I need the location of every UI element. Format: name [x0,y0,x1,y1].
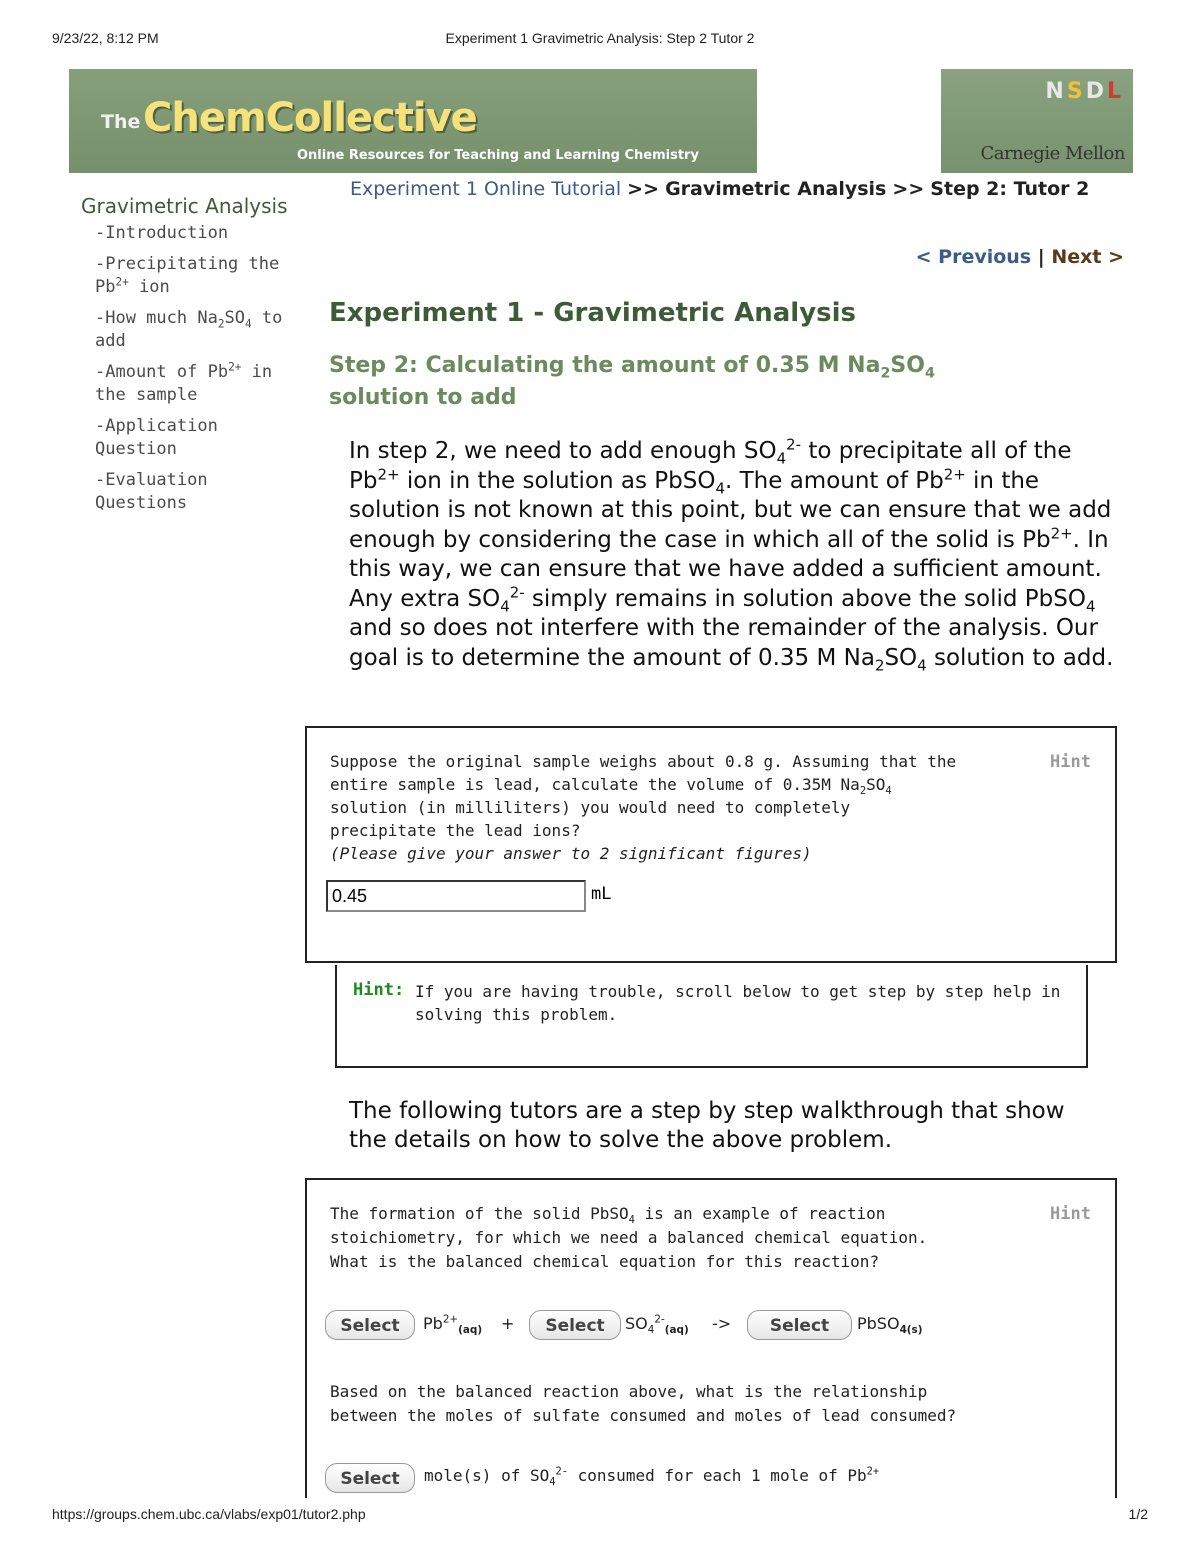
sulfate-ion-label: $SO_4^{2-}_{(aq)}$ [625,1313,689,1337]
question-text-part: Suppose the original sample weighs about 0.8 g. Assuming that the entire sample is lead, calculate the volume of 0.35M Na [330,752,957,794]
subscript: 4 [244,317,252,331]
nsdl-letter: L [1106,79,1122,104]
subscript: 4 [924,365,935,382]
sidebar-item-label: ion [128,277,170,297]
breadcrumb-experiment[interactable]: Experiment 1 Online Tutorial [350,178,622,200]
pbso4-label: PbSO$_{4(s)}$ [857,1314,923,1337]
pb-ion-label: $Pb^{2+}_{(aq)}$ [423,1313,483,1337]
nsdl-letter: S [1066,79,1084,104]
sidebar-item-label[interactable]: -Introduction [95,223,229,243]
question-text: Suppose the original sample weighs about 0.8 g. Assuming that the entire sample is lead, calculate the volume of 0.35M $Na_2SO_4$ solution (in milliliters) you would need to completely precipitate the lead ions? (Please give your answer to 2 significant figures) [330,752,957,863]
sig-fig-note: (Please give your answer to 2 significant figures) [330,844,812,863]
print-page-number: 1/2 [1128,1506,1148,1522]
relationship-question: Based on the balanced reaction above, what is the relationship between the moles of sulfate consumed and moles of lead consumed? [330,1382,957,1425]
sidebar-item-label: -Precipitating the Pb [95,254,280,297]
question-text-part: is an example of reaction stoichiometry, for which we need a balanced chemical equation. What is the balanced chemical equation for this reaction? [330,1204,928,1271]
coefficient-select-so4[interactable]: Select [529,1310,621,1340]
coefficient-select-pbso4[interactable]: Select [747,1310,852,1340]
plus-sign: + [501,1314,515,1333]
nsdl-letter: D [1085,79,1105,104]
nsdl-letter: N [1045,79,1065,104]
mole-ratio-select[interactable]: Select [325,1463,415,1493]
hint-text: If you are having trouble, scroll below to get step by step help in solving this problem. [415,982,1061,1024]
hint-link[interactable]: Hint [1050,752,1091,772]
step-title-text: Step 2: Calculating the amount of 0.35 M Na [329,353,881,378]
sidebar-item-label: in the sample [95,362,273,405]
step-title [329,350,1029,414]
breadcrumb-current: Step 2: Tutor 2 [930,178,1090,200]
question-text: The formation of the solid PbSO$_4$ is an example of reaction stoichiometry, for which we need a balanced chemical equation. What is the balanced chemical equation for this reaction? [330,1204,928,1271]
nav-separator: | [1037,246,1045,268]
mole-text-part: consumed for each 1 mole of Pb [568,1466,867,1485]
question-box-equation [305,1178,1117,1498]
mole-ratio-text: mole(s) of $SO_4^{2-}$ consumed for each 1 mole of $Pb^{2+}$ [424,1465,880,1489]
sidebar-item-label[interactable]: -Evaluation Questions [95,470,208,513]
tutor-intro: The following tutors are a step by step walkthrough that show the details on how to solve the above problem. [349,1098,1065,1153]
print-url: https://groups.chem.ubc.ca/vlabs/exp01/tutor2.php [52,1506,366,1522]
sidebar-item-label: SO [224,308,245,328]
banner-subtitle: Online Resources for Teaching and Learning Chemistry [297,148,699,163]
pagination-nav [916,246,1124,268]
nsdl-logo[interactable] [1044,79,1123,104]
subscript: 2 [217,317,225,331]
sidebar-item-introduction[interactable] [95,222,296,245]
cmu-logo[interactable]: Carnegie Mellon [980,143,1125,164]
sidebar-item-label: -Amount of Pb [95,362,229,382]
sidebar-item-application[interactable] [95,415,296,461]
sidebar-title[interactable]: Gravimetric Analysis [81,194,288,218]
sidebar-item-precipitating[interactable] [95,253,296,299]
next-link[interactable]: Next > [1051,246,1124,268]
hint-link[interactable]: Hint [1050,1204,1091,1224]
breadcrumb [350,177,1130,202]
sidebar-list [81,222,296,515]
chemcollective-banner[interactable] [69,69,757,173]
intro-paragraph: In step 2, we need to add enough $SO_4^{2-}$ to precipitate all of the $Pb^{2+}$ ion in the solution as PbSO$_4$. The amount of $Pb^{2+}$ in the solution is not known at this point, but we can ensure that we add enough by considering the case in which all of the solid is $Pb^{2+}$. In this way, we can ensure that we have added a sufficient amount. Any extra $SO_4^{2-}$ simply remains in solution above the solid PbSO$_4$ and so does not interfere with the remainder of the analysis. Our goal is to determine the amount of 0.35 M $Na_2SO_4$ solution to add. [349,435,1114,675]
print-datetime: 9/23/22, 8:12 PM [52,30,159,46]
partner-logos [941,69,1133,173]
volume-answer-input[interactable] [326,880,586,912]
question-box-volume [305,726,1117,963]
hint-box [335,965,1088,1068]
sidebar-item-amount-pb[interactable] [95,361,296,407]
superscript: 2+ [228,360,242,374]
breadcrumb-sep: >> [627,178,660,200]
arrow-label: -> [712,1314,732,1333]
banner-title: ChemCollective [143,95,477,141]
print-page-title: Experiment 1 Gravimetric Analysis: Step 2 Tutor 2 [445,30,755,46]
page-title: Experiment 1 - Gravimetric Analysis [329,298,857,328]
step-title-text: SO [890,353,925,378]
banner-the: The [101,111,141,133]
step-title-text: solution to add [329,385,517,410]
sidebar-item-label[interactable]: -Application Question [95,416,218,459]
unit-label: mL [591,884,612,904]
mole-text-part: mole(s) of SO [424,1466,550,1485]
sidebar-item-label: -How much Na [95,308,218,328]
superscript: 2+ [115,275,129,289]
previous-link[interactable]: < Previous [915,246,1032,268]
hint-label: Hint: [353,980,405,1000]
sidebar-item-how-much[interactable] [95,307,296,353]
question-text-part: solution (in milliliters) you would need to completely precipitate the lead ions? [330,798,851,840]
breadcrumb-gravimetric: Gravimetric Analysis [665,178,887,200]
question-text-part: The formation of the solid PbSO [330,1204,629,1223]
sidebar-nav [81,194,296,523]
coefficient-select-pb[interactable]: Select [325,1310,415,1340]
sidebar-item-label: to add [95,308,283,351]
sidebar-item-evaluation[interactable] [95,469,296,515]
subscript: 2 [880,365,891,382]
breadcrumb-sep: >> [892,178,925,200]
